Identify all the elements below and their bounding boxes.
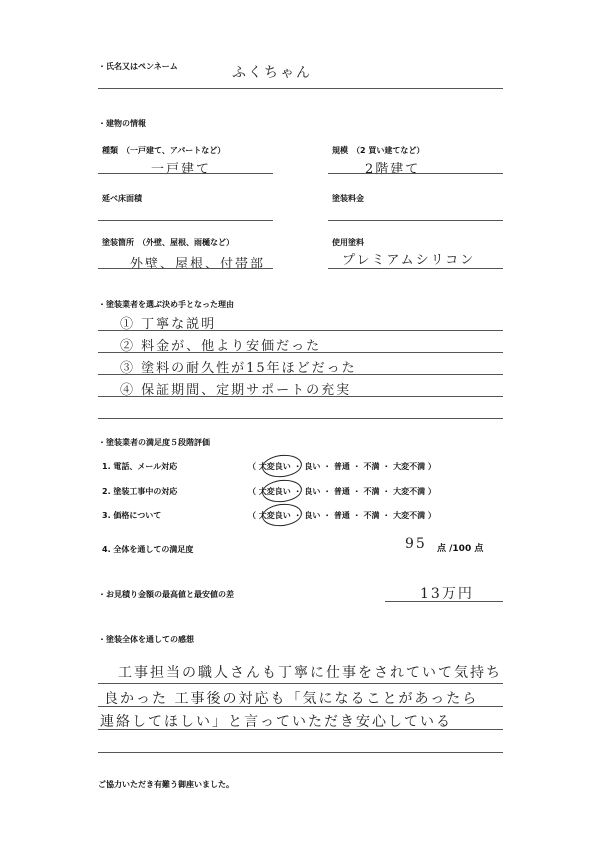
floor-area-label: 延べ床面積 — [102, 194, 142, 203]
impression-heading: ・塗装全体を通しての感想 — [98, 635, 194, 644]
building-type-value: 一戸建て — [151, 162, 212, 177]
impression-underline — [98, 683, 503, 684]
location-value: 外壁、屋根、付帯部 — [130, 257, 266, 272]
impression-line: 良かった 工事後の対応も「気になることがあったら — [104, 691, 479, 707]
rating-label-work: 2. 塗装工事中の対応 — [102, 487, 178, 496]
fee-underline — [328, 220, 503, 221]
reasons-heading: ・塗装業者を選ぶ決め手となった理由 — [98, 300, 234, 309]
overall-score-suffix: 点 /100 点 — [437, 544, 484, 554]
thank-you-note: ご協力いただき有難う御座いました。 — [98, 780, 234, 789]
name-value: ふくちゃん — [232, 65, 312, 81]
impression-underline — [98, 706, 503, 707]
building-type-label: 種類 （一戸建て、アパートなど） — [102, 146, 226, 155]
reason-item: ③ 塗料の耐久性が15年ほどだった — [120, 361, 357, 376]
reason-item: ④ 保証期間、定期サポートの充実 — [120, 383, 352, 398]
building-scale-underline — [328, 173, 503, 174]
overall-label: 4. 全体を通しての満足度 — [102, 545, 194, 554]
building-heading: ・建物の情報 — [98, 119, 146, 128]
rating-options-price: （ 大変良い ・ 良い ・ 普通 ・ 不満 ・ 大変不満 ） — [248, 511, 436, 520]
selected-rating-circle — [261, 502, 303, 528]
reason-item: ① 丁寧な説明 — [120, 317, 217, 332]
paint-underline — [328, 268, 503, 269]
reason-underline — [98, 352, 503, 353]
overall-score: 95 — [405, 536, 427, 552]
rating-options-work: （ 大変良い ・ 良い ・ 普通 ・ 不満 ・ 大変不満 ） — [248, 487, 436, 496]
location-underline — [98, 268, 273, 269]
impression-underline — [98, 729, 503, 730]
name-underline — [98, 88, 503, 89]
reason-item: ② 料金が、他より安価だった — [120, 339, 322, 354]
rating-label-phone: 1. 電話、メール対応 — [102, 462, 178, 471]
location-label: 塗装箇所 （外壁、屋根、雨樋など） — [102, 238, 234, 247]
impression-line: 工事担当の職人さんも丁寧に仕事をされていて気持ち — [118, 665, 502, 681]
reason-underline — [98, 418, 503, 419]
fee-label: 塗装料金 — [332, 194, 364, 203]
estimate-label: ・お見積り金額の最高値と最安値の差 — [98, 590, 234, 599]
paint-label: 使用塗料 — [332, 238, 364, 247]
name-label: ・氏名又はペンネーム — [98, 62, 178, 71]
impression-line: 連絡してほしい」と言っていただき安心している — [100, 714, 452, 730]
satisfaction-heading: ・塗装業者の満足度５段階評価 — [98, 438, 210, 447]
reason-underline — [98, 374, 503, 375]
building-type-underline — [98, 173, 273, 174]
reason-underline — [98, 396, 503, 397]
building-scale-value: 2階建て — [365, 162, 421, 177]
selected-rating-circle — [261, 453, 303, 479]
estimate-value: 13万円 — [420, 586, 474, 602]
reason-underline — [98, 330, 503, 331]
rating-label-price: 3. 価格について — [102, 511, 162, 520]
estimate-underline — [385, 601, 503, 602]
paint-value: プレミアムシリコン — [342, 253, 476, 268]
building-scale-label: 規模 （2 買い建てなど） — [332, 146, 425, 155]
rating-options-phone: （ 大変良い ・ 良い ・ 普通 ・ 不満 ・ 大変不満 ） — [248, 462, 436, 471]
selected-rating-circle — [261, 478, 303, 504]
impression-underline — [98, 752, 503, 753]
floor-area-underline — [98, 220, 273, 221]
